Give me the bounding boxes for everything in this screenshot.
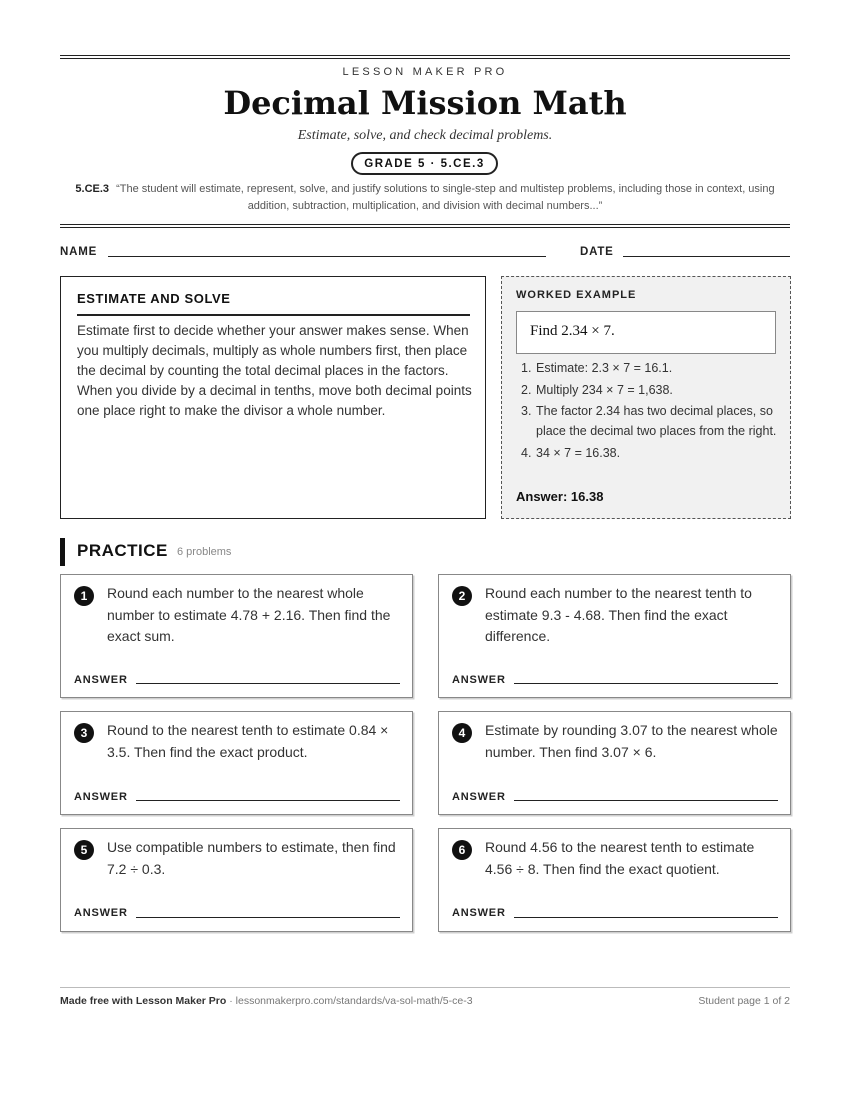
step-number: 4. bbox=[521, 445, 532, 460]
step-item bbox=[516, 358, 778, 378]
top-rule bbox=[60, 55, 790, 56]
step-text: Multiply 234 × 7 = 1,638. bbox=[536, 382, 673, 397]
worksheet-title: Decimal Mission Math bbox=[223, 84, 627, 122]
step-item bbox=[516, 380, 778, 400]
footer-url[interactable]: · lessonmakerpro.com/standards/va-sol-math/5-ce-3 bbox=[226, 995, 473, 1007]
step-text: The factor 2.34 has two decimal places, so place the decimal two places from the right. bbox=[536, 404, 777, 438]
problem-number-badge: 3 bbox=[74, 723, 94, 743]
problem-card-6 bbox=[438, 828, 791, 932]
problem-number-badge: 5 bbox=[74, 840, 94, 860]
step-number: 1. bbox=[521, 361, 532, 375]
answer-field[interactable] bbox=[514, 917, 778, 918]
problem-text: Use compatible numbers to estimate, then find 7.2 ÷ 0.3. bbox=[107, 839, 396, 877]
answer-field[interactable] bbox=[136, 917, 400, 918]
problem-text: Round 4.56 to the nearest tenth to estimate 4.56 ÷ 8. Then find the exact quotient. bbox=[485, 839, 755, 877]
problem-number-badge: 4 bbox=[452, 723, 472, 743]
standard-text: “The student will estimate, represent, solve, and justify solutions to single-step and multistep problems, including those in context, using addition, subtraction, multiplication, and division with decimal numbers...” bbox=[116, 183, 775, 212]
estimate-body: Estimate first to decide whether your answer makes sense. When you multiply decimals, multiply as whole numbers first, then place the decimal by counting the total decimal places in the factors. When you divide by a decimal in tenths, move both decimal points one place right to make the divisor a whole number. bbox=[77, 323, 472, 418]
worksheet-subtitle: Estimate, solve, and check decimal problems. bbox=[297, 128, 553, 143]
step-text: Estimate: 2.3 × 7 = 16.1. bbox=[536, 361, 673, 375]
problem-card-4 bbox=[438, 711, 791, 815]
answer-label: ANSWER bbox=[452, 907, 506, 919]
estimate-and-solve-box bbox=[60, 276, 486, 519]
problem-text: Estimate by rounding 3.07 to the nearest whole number. Then find 3.07 × 6. bbox=[485, 722, 778, 760]
worked-example-prompt: Find 2.34 × 7. bbox=[516, 311, 776, 354]
practice-count: 6 problems bbox=[177, 546, 232, 558]
date-field[interactable] bbox=[623, 256, 790, 257]
problem-card-3 bbox=[60, 711, 413, 815]
practice-accent-bar bbox=[60, 538, 65, 566]
problem-text: Round each number to the nearest whole number to estimate 4.78 + 2.16. Then find the exact sum. bbox=[107, 585, 391, 644]
footer-page-number: Student page 1 of 2 bbox=[698, 995, 790, 1007]
answer-field[interactable] bbox=[514, 800, 778, 801]
brand-name: LESSON MAKER PRO bbox=[342, 66, 508, 78]
step-number: 2. bbox=[521, 382, 532, 397]
problem-card-5 bbox=[60, 828, 413, 932]
problem-card-2 bbox=[438, 574, 791, 698]
header-bottom-rule bbox=[60, 224, 790, 225]
worked-example-steps bbox=[516, 358, 778, 464]
problem-text: Round to the nearest tenth to estimate 0.84 × 3.5. Then find the exact product. bbox=[107, 722, 389, 760]
problem-text: Round each number to the nearest tenth to estimate 9.3 - 4.68. Then find the exact difference. bbox=[485, 585, 752, 644]
answer-label: ANSWER bbox=[452, 791, 506, 803]
step-item bbox=[516, 401, 778, 441]
header-bottom-rule bbox=[60, 227, 790, 228]
step-text: 34 × 7 = 16.38. bbox=[536, 445, 621, 460]
standard-code: 5.CE.3 bbox=[75, 183, 110, 195]
problem-number-badge: 1 bbox=[74, 586, 94, 606]
estimate-heading: ESTIMATE AND SOLVE bbox=[77, 291, 470, 316]
practice-title: PRACTICE bbox=[77, 541, 168, 560]
worked-example-box bbox=[501, 276, 791, 519]
answer-field[interactable] bbox=[136, 800, 400, 801]
footer-made-with: Made free with Lesson Maker Pro bbox=[60, 995, 227, 1007]
problem-number-badge: 6 bbox=[452, 840, 472, 860]
step-item bbox=[516, 443, 778, 463]
step-number: 3. bbox=[521, 404, 532, 418]
answer-label: ANSWER bbox=[74, 791, 128, 803]
footer-rule bbox=[60, 987, 790, 988]
worked-example-answer: Answer: 16.38 bbox=[516, 489, 604, 504]
problem-card-1 bbox=[60, 574, 413, 698]
answer-label: ANSWER bbox=[74, 907, 128, 919]
answer-field[interactable] bbox=[136, 683, 400, 684]
grade-badge: GRADE 5 · 5.CE.3 bbox=[351, 152, 498, 175]
name-label: NAME bbox=[60, 246, 98, 258]
footer-credit bbox=[60, 995, 473, 1007]
top-rule bbox=[60, 58, 790, 59]
answer-field[interactable] bbox=[514, 683, 778, 684]
problem-number-badge: 2 bbox=[452, 586, 472, 606]
answer-label: ANSWER bbox=[74, 674, 128, 686]
name-field[interactable] bbox=[108, 256, 546, 257]
answer-label: ANSWER bbox=[452, 674, 506, 686]
worked-example-heading: WORKED EXAMPLE bbox=[516, 289, 637, 301]
date-label: DATE bbox=[580, 246, 614, 258]
standard-statement bbox=[60, 181, 790, 215]
